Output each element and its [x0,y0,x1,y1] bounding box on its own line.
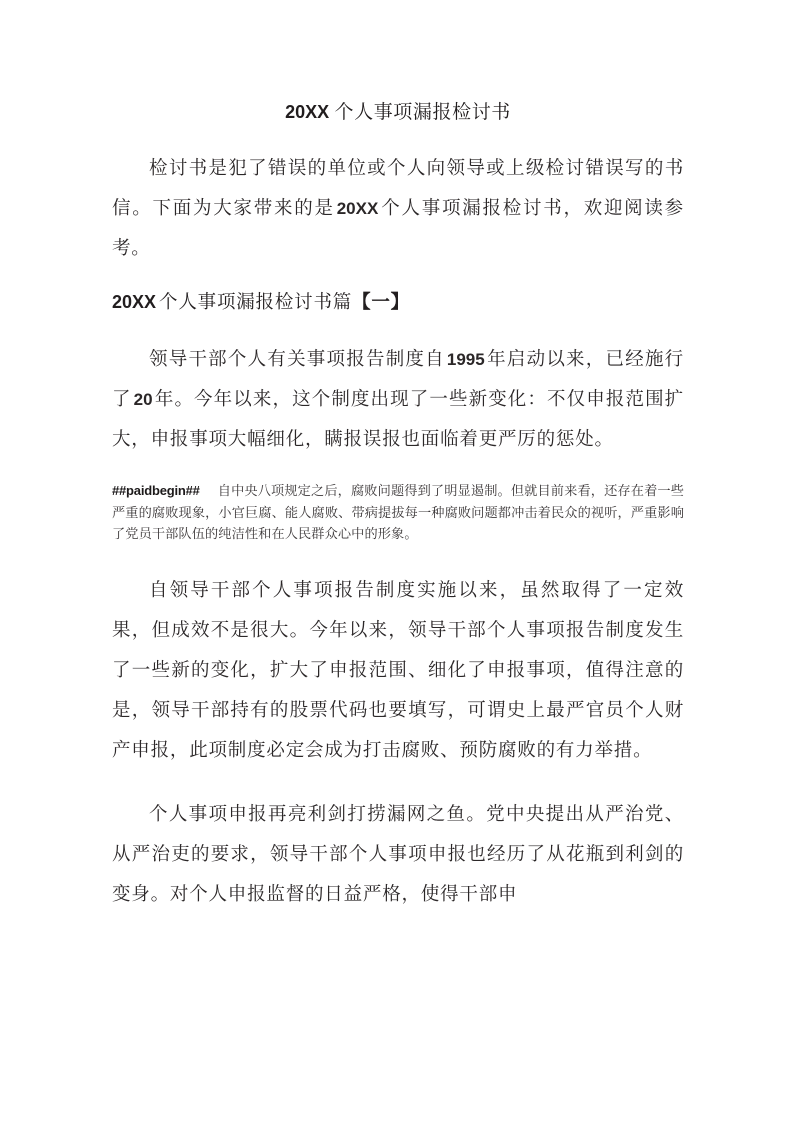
paragraph-1-segment-b: 年启动以来，已经施行了 [112,350,684,410]
section-heading [112,285,684,320]
spacer [112,127,684,149]
paragraph-1-segment-c: 年。今年以来，这个制度出现了一些新变化：不仅申报范围扩大，申报事项大幅细化，瞒报误报也面临着更严厉的惩处。 [112,390,684,450]
body-paragraph-1 [112,340,684,460]
intro-paragraph [112,149,684,269]
section-heading-year: 20XX [112,292,157,312]
paragraph-1-year: 1995 [446,350,485,369]
body-paragraph-3: 个人事项申报再亮利剑打捞漏网之鱼。党中央提出从严治党、从严治吏的要求，领导干部个人事项申报也经历了从花瓶到利剑的变身。对个人申报监督的日益严格，使得干部申 [112,804,684,905]
page-title [112,0,684,127]
spacer [112,771,684,795]
document-content [112,0,684,915]
intro-paragraph-head: 检讨书是犯了错误的单位或个人向领导或上级检讨错误写的书信。下面为大家带来的是 [112,159,684,219]
spacer [112,269,684,285]
intro-paragraph-tail: 个人事项漏报检讨书，欢迎阅读参考。 [112,199,684,259]
page-title-year: 20XX [285,102,330,122]
spacer [112,320,684,340]
paid-begin-marker: ##paidbegin## [112,483,200,498]
paid-content-note [112,480,684,545]
paid-note-text: 自中央八项规定之后，腐败问题得到了明显遏制。但就目前来看，还存在着一些严重的腐败现象，小官巨腐、能人腐败、带病提拔每一种腐败问题都冲击着民众的视听，严重影响了党员干部队伍的纯洁性和在人民群众心中的形象。 [112,483,684,541]
spacer [112,545,684,571]
page-title-text: 个人事项漏报检讨书 [334,102,511,123]
paragraph-1-duration: 20 [133,390,153,409]
body-paragraph-2: 自领导干部个人事项报告制度实施以来，虽然取得了一定效果，但成效不是很大。今年以来，领导干部个人事项报告制度发生了一些新的变化，扩大了申报范围、细化了申报事项，值得注意的是，领导干部持有的股票代码也要填写，可谓史上最严官员个人财产申报，此项制度必定会成为打击腐败、预防腐败的有力举措。 [112,580,684,761]
spacer [112,460,684,480]
section-heading-text: 个人事项漏报检讨书篇 [159,293,353,313]
paragraph-1-segment-a: 领导干部个人有关事项报告制度自 [149,350,445,370]
section-heading-index: 【一】 [352,293,410,313]
intro-paragraph-year: 20XX [336,199,379,218]
